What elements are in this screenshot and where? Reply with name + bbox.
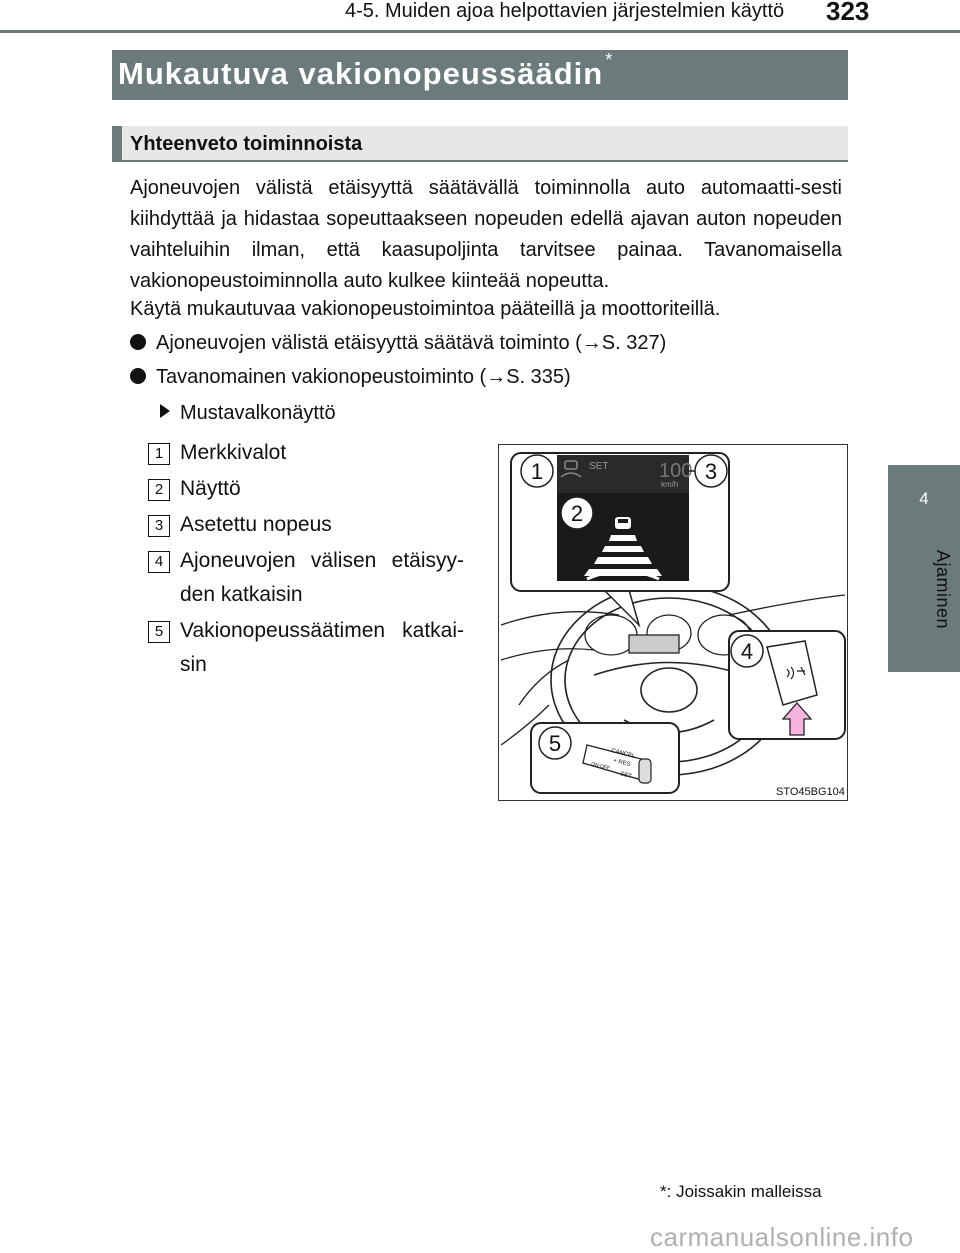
bullet-dot (130, 334, 146, 350)
watermark: carmanualsonline.info (650, 1222, 914, 1252)
legend-text: Näyttö (180, 477, 241, 500)
intro-paragraph: Ajoneuvojen välistä etäisyyttä säätävällä toiminnolla auto automaatti-sesti kiihdyttää ja hidastaa sopeuttaakseen nopeuden edellä ajavan auton nopeuden vaihteluihin ilman, että kaasupoljinta tarvitsee painaa. Tavanomaisella vakionopeustoiminnolla auto kulkee kiinteää nopeutta. (130, 177, 842, 292)
page-ref-arrow: → (486, 366, 507, 388)
legend-number: 2 (148, 479, 170, 501)
header-rule (0, 30, 960, 33)
callout-number: 5 (548, 731, 562, 756)
triangle-marker-icon (160, 404, 170, 418)
lead-vehicle-icon (615, 517, 631, 529)
callout-number: 1 (530, 459, 544, 484)
legend-text: Asetettu nopeus (180, 513, 332, 536)
footnote-asterisk: * (660, 1182, 667, 1201)
page-ref[interactable]: S. 335) (506, 366, 571, 388)
cruise-control-figure (498, 444, 848, 801)
bullet-item (130, 332, 666, 355)
lever-set-label: – SET (614, 770, 633, 780)
display-speed-text: 100 (659, 460, 693, 482)
footnote-text: : Joissakin malleissa (666, 1182, 822, 1201)
instrument-gauges (585, 615, 750, 655)
page-ref[interactable]: S. 327) (601, 332, 667, 354)
figure-code: STO45BG104 (776, 786, 845, 798)
callout-pointer (604, 590, 639, 625)
legend-number: 4 (148, 551, 170, 573)
display-type-text: Mustavalkonäyttö (180, 402, 336, 424)
page-title-text: Mukautuva vakionopeussäädin (118, 56, 604, 91)
legend-number: 5 (148, 621, 170, 643)
chapter-label: Ajaminen (933, 550, 953, 630)
bullet-dot (130, 368, 146, 384)
lever-onoff-label: ON-OFF (590, 761, 611, 772)
section-subtitle: Yhteenveto toiminnoista (130, 133, 363, 155)
legend-text: Vakionopeussäätimen katkai-sin (180, 619, 464, 676)
usage-paragraph: Käytä mukautuvaa vakionopeustoimintoa pääteillä ja moottoriteillä. (130, 298, 721, 320)
bullet-text: Ajoneuvojen välistä etäisyyttä säätävä toiminto ( (156, 332, 582, 354)
dashboard-illustration (499, 445, 847, 800)
running-header: 4-5. Muiden ajoa helpottavien järjestelmien käyttö (345, 0, 785, 22)
callout-number: 2 (570, 501, 584, 526)
legend-text: Ajoneuvojen välisen etäisyy-den katkaisin (180, 549, 464, 606)
callout-number: 3 (704, 459, 718, 484)
display-type-heading (160, 402, 336, 425)
callout-number: 4 (740, 639, 754, 664)
page-number: 323 (826, 0, 870, 26)
display-set-text: SET (589, 461, 609, 472)
footnote (660, 1182, 822, 1202)
bullet-text: Tavanomainen vakionopeustoiminto ( (156, 366, 487, 388)
legend-text: Merkkivalot (180, 441, 287, 464)
bullet-item (130, 366, 571, 389)
page-title (118, 50, 614, 92)
lever-res-label: + RES (612, 758, 631, 769)
legend-number: 1 (148, 443, 170, 465)
legend-number: 3 (148, 515, 170, 537)
subtitle-marker (112, 126, 122, 162)
title-asterisk: * (605, 50, 614, 70)
display-unit-text: km/h (661, 480, 679, 489)
lever-cancel-label: CANCEL (610, 748, 636, 760)
chapter-number: 4 (919, 489, 929, 508)
page-ref-arrow: → (581, 332, 602, 354)
